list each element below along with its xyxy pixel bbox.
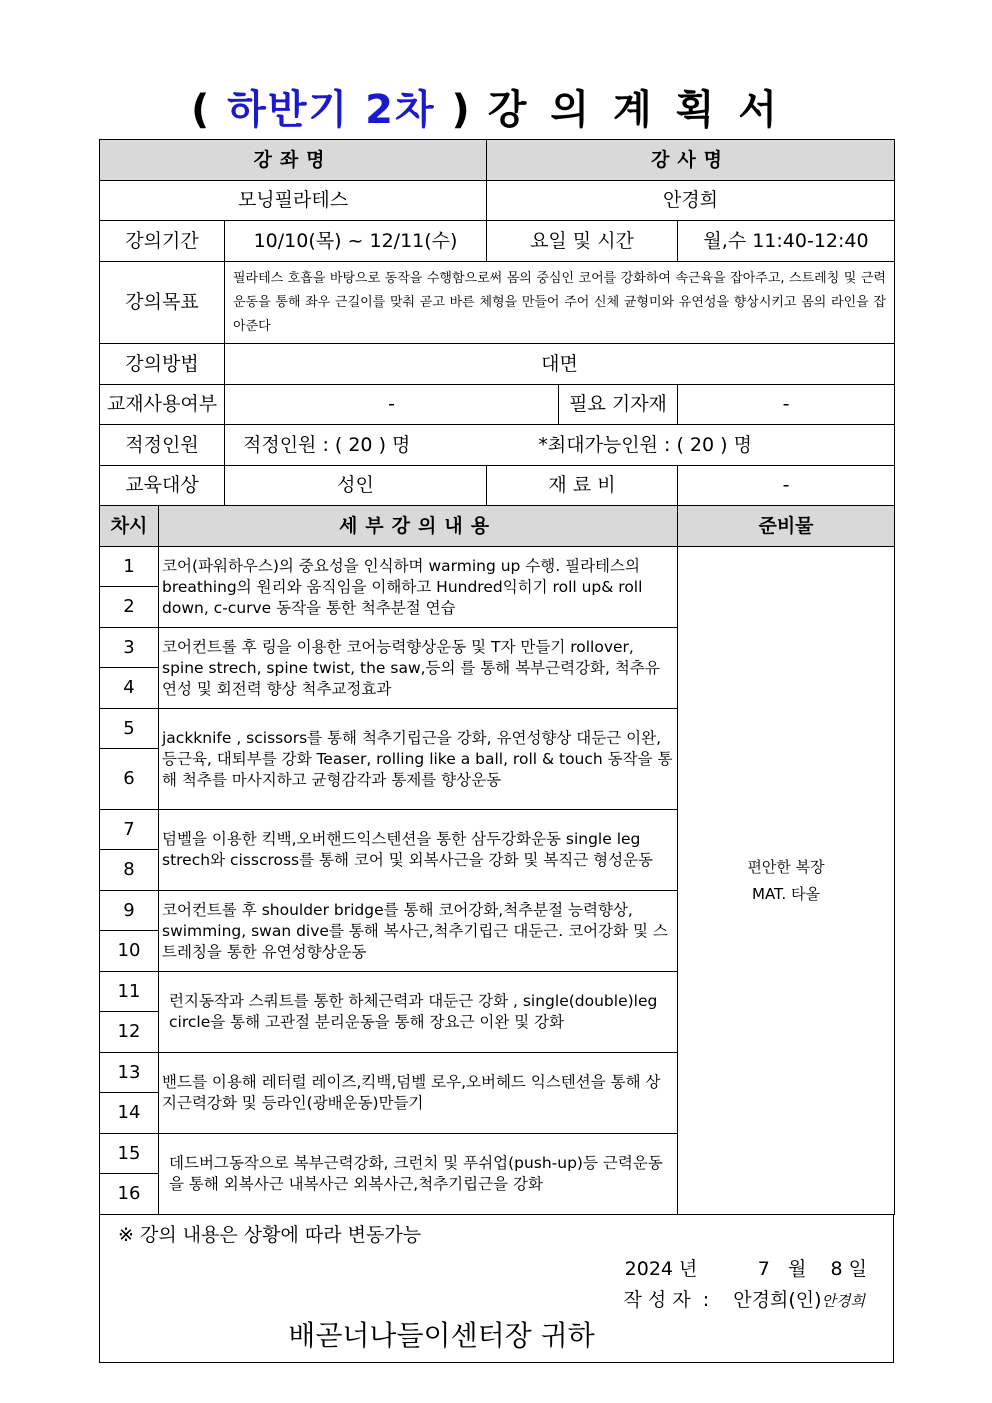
written-date: 2024 년 7 월 8 일 — [624, 1258, 867, 1280]
session-number: 11 — [100, 972, 159, 1012]
session-content: 데드버그동작으로 복부근력강화, 크런치 및 푸쉬업(push-up)등 근력운동을 통해 외복사근 내복사근 외복사근,척추기립근을 강화 — [159, 1134, 678, 1215]
prep-header: 준비물 — [678, 506, 895, 547]
signature: 안경희 — [821, 1292, 865, 1310]
content-header: 세부강의내용 — [159, 506, 678, 547]
session-number: 1 — [100, 547, 159, 587]
title-open-paren: ( — [191, 87, 212, 133]
session-number: 8 — [100, 850, 159, 891]
session-number: 9 — [100, 891, 159, 931]
session-number: 15 — [100, 1134, 159, 1174]
instructor-value: 안경희 — [487, 181, 895, 221]
course-name-value: 모닝필라테스 — [100, 181, 487, 221]
period-label: 강의기간 — [100, 221, 225, 262]
course-name-label: 강좌명 — [100, 140, 487, 181]
change-note: ※ 강의 내용은 상황에 따라 변동가능 — [118, 1224, 422, 1246]
material-label: 교재사용여부 — [100, 385, 225, 425]
session-content: jackknife , scissors를 통해 척추기립근을 강화, 유연성향상 대둔근 이완, 등근육, 대퇴부를 강화 Teaser, rolling like a ball, roll & touch 동작을 통해 척추를 마사지하고 균형감각과 통제를 향상운동 — [159, 709, 678, 810]
fee-value: - — [678, 466, 895, 506]
session-number: 10 — [100, 931, 159, 972]
session-content: 코어컨트롤 후 shoulder bridge를 통해 코어강화,척추분절 능력향상, swimming, swan dive를 통해 복사근,척추기립근 대둔근. 코어강화 및 스트레칭을 통한 유연성향상운동 — [159, 891, 678, 972]
title-close-paren: ) — [451, 87, 472, 133]
capacity-value — [225, 425, 895, 466]
session-number: 14 — [100, 1093, 159, 1134]
session-content: 밴드를 이용해 레터럴 레이즈,킥백,덤벨 로우,오버헤드 익스텐션을 통해 상지근력강화 및 등라인(광배운동)만들기 — [159, 1053, 678, 1134]
method-label: 강의방법 — [100, 344, 225, 385]
period-value: 10/10(목) ~ 12/11(수) — [225, 221, 487, 262]
equipment-value: - — [678, 385, 895, 425]
target-label: 교육대상 — [100, 466, 225, 506]
footer-box — [99, 1214, 894, 1363]
session-number: 16 — [100, 1174, 159, 1215]
day-time-value: 월,수 11:40-12:40 — [678, 221, 895, 262]
lecture-plan-table — [99, 139, 895, 1215]
goal-text: 필라테스 호흡을 바탕으로 동작을 수행함으로써 몸의 중심인 코어를 강화하여 속근육을 잡아주고, 스트레칭 및 근력운동을 통해 좌우 근길이를 맞춰 곧고 바른 체형을 만들어 주어 신체 균형미와 유연성을 향상시키고 몸의 라인을 잡아준다 — [225, 262, 895, 344]
day-time-label: 요일 및 시간 — [487, 221, 678, 262]
goal-label: 강의목표 — [100, 262, 225, 344]
session-content: 코어(파워하우스)의 중요성을 인식하며 warming up 수행. 필라테스의 breathing의 원리와 움직임을 이해하고 Hundred익히기 roll up& roll down, c-curve 동작을 통한 척추분절 연습 — [159, 547, 678, 628]
document-title — [0, 78, 992, 135]
title-period: 하반기 2차 — [227, 87, 436, 133]
session-number: 6 — [100, 749, 159, 810]
recipient: 배곧너나들이센터장 귀하 — [288, 1319, 595, 1352]
equipment-label: 필요 기자재 — [559, 385, 678, 425]
session-content: 런지동작과 스쿼트를 통한 하체근력과 대둔근 강화 , single(double)leg circle을 통해 고관절 분리운동을 통해 장요근 이완 및 강화 — [159, 972, 678, 1053]
prep-line-1: 편안한 복장 — [747, 857, 825, 876]
prep-line-2: MAT. 타올 — [752, 884, 820, 903]
instructor-label: 강사명 — [487, 140, 895, 181]
session-number: 13 — [100, 1053, 159, 1093]
method-value: 대면 — [225, 344, 895, 385]
session-number: 2 — [100, 587, 159, 628]
fee-label: 재 료 비 — [487, 466, 678, 506]
session-header: 차시 — [100, 506, 159, 547]
session-content: 코어컨트롤 후 링을 이용한 코어능력향상운동 및 T자 만들기 rollover, spine strech, spine twist, the saw,등의 를 통해 복부근력강화, 척추유연성 및 회전력 향상 척추교정효과 — [159, 628, 678, 709]
session-number: 12 — [100, 1012, 159, 1053]
session-content: 덤벨을 이용한 킥백,오버핸드익스텐션을 통한 삼두강화운동 single leg strech와 cisscross를 통해 코어 및 외복사근을 강화 및 복직근 형성운동 — [159, 810, 678, 891]
material-value: - — [225, 385, 559, 425]
session-number: 3 — [100, 628, 159, 668]
capacity-max: *최대가능인원 : ( 20 ) 명 — [538, 433, 752, 456]
capacity-normal: 적정인원 : ( 20 ) 명 — [243, 433, 411, 456]
title-main: 강의계획서 — [487, 87, 801, 133]
session-number: 4 — [100, 668, 159, 709]
prep-cell — [678, 547, 895, 1215]
capacity-label: 적정인원 — [100, 425, 225, 466]
session-number: 5 — [100, 709, 159, 749]
session-number: 7 — [100, 810, 159, 850]
author-line — [623, 1285, 865, 1312]
author-label: 작 성 자 : — [623, 1289, 710, 1311]
target-value: 성인 — [225, 466, 487, 506]
author-name: 안경희(인) — [733, 1289, 822, 1311]
